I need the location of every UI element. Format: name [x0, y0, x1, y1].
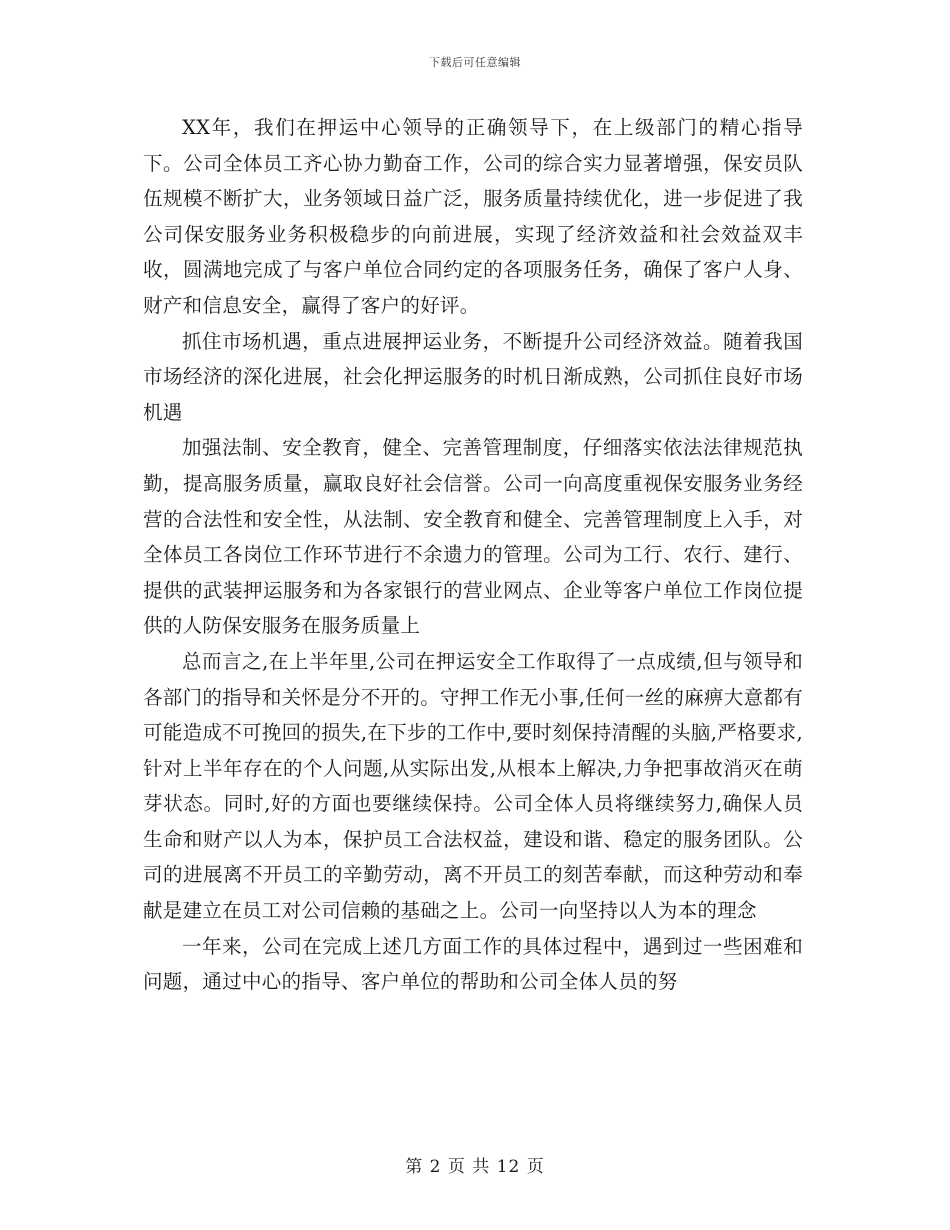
paragraph-2: 抓住市场机遇，重点进展押运业务，不断提升公司经济效益。随着我国市场经济的深化进展，社会化押运服务的时机日渐成熟，公司抓住良好市场机遇 — [143, 329, 803, 424]
page-footer: 第 2 页 共 12 页 — [405, 1157, 545, 1177]
paragraph-3: 加强法制、安全教育，健全、完善管理制度，仔细落实依法法律规范执勤，提高服务质量，赢取良好社会信誉。公司一向高度重视保安服务业务经营的合法性和安全性，从法制、安全教育和健全、完善管理制度上入手，对全体员工各岗位工作环节进行不余遗力的管理。公司为工行、农行、建行、提供的武装押运服务和为各家银行的营业网点、企业等客户单位工作岗位提供的人防保安服务在服务质量上 — [143, 436, 803, 638]
paragraph-5: 一年来，公司在完成上述几方面工作的具体过程中，遇到过一些困难和问题，通过中心的指导、客户单位的帮助和公司全体人员的努 — [143, 934, 803, 994]
paragraph-1: XX年，我们在押运中心领导的正确领导下，在上级部门的精心指导下。公司全体员工齐心协力勤奋工作，公司的综合实力显著增强，保安员队伍规模不断扩大，业务领域日益广泛，服务质量持续优化，进一步促进了我公司保安服务业务积极稳步的向前进展，实现了经济效益和社会效益双丰收，圆满地完成了与客户单位合同约定的各项服务任务，确保了客户人身、财产和信息安全，赢得了客户的好评。 — [143, 116, 803, 317]
document-body — [143, 110, 803, 1000]
paragraph-4: 总而言之,在上半年里,公司在押运安全工作取得了一点成绩,但与领导和各部门的指导和关怀是分不开的。守押工作无小事,任何一丝的麻痹大意都有可能造成不可挽回的损失,在下步的工作中,要时刻保持清醒的头脑,严格要求,针对上半年存在的个人问题,从实际出发,从根本上解决,力争把事故消灭在萌芽状态。同时,好的方面也要继续保持。公司全体人员将继续努力,确保人员生命和财产以人为本，保护员工合法权益，建设和谐、稳定的服务团队。公司的进展离不开员工的辛勤劳动，离不开员工的刻苦奉献，而这种劳动和奉献是建立在员工对公司信赖的基础之上。公司一向坚持以人为本的理念 — [143, 649, 803, 923]
page-header: 下载后可任意编辑 — [429, 56, 521, 69]
